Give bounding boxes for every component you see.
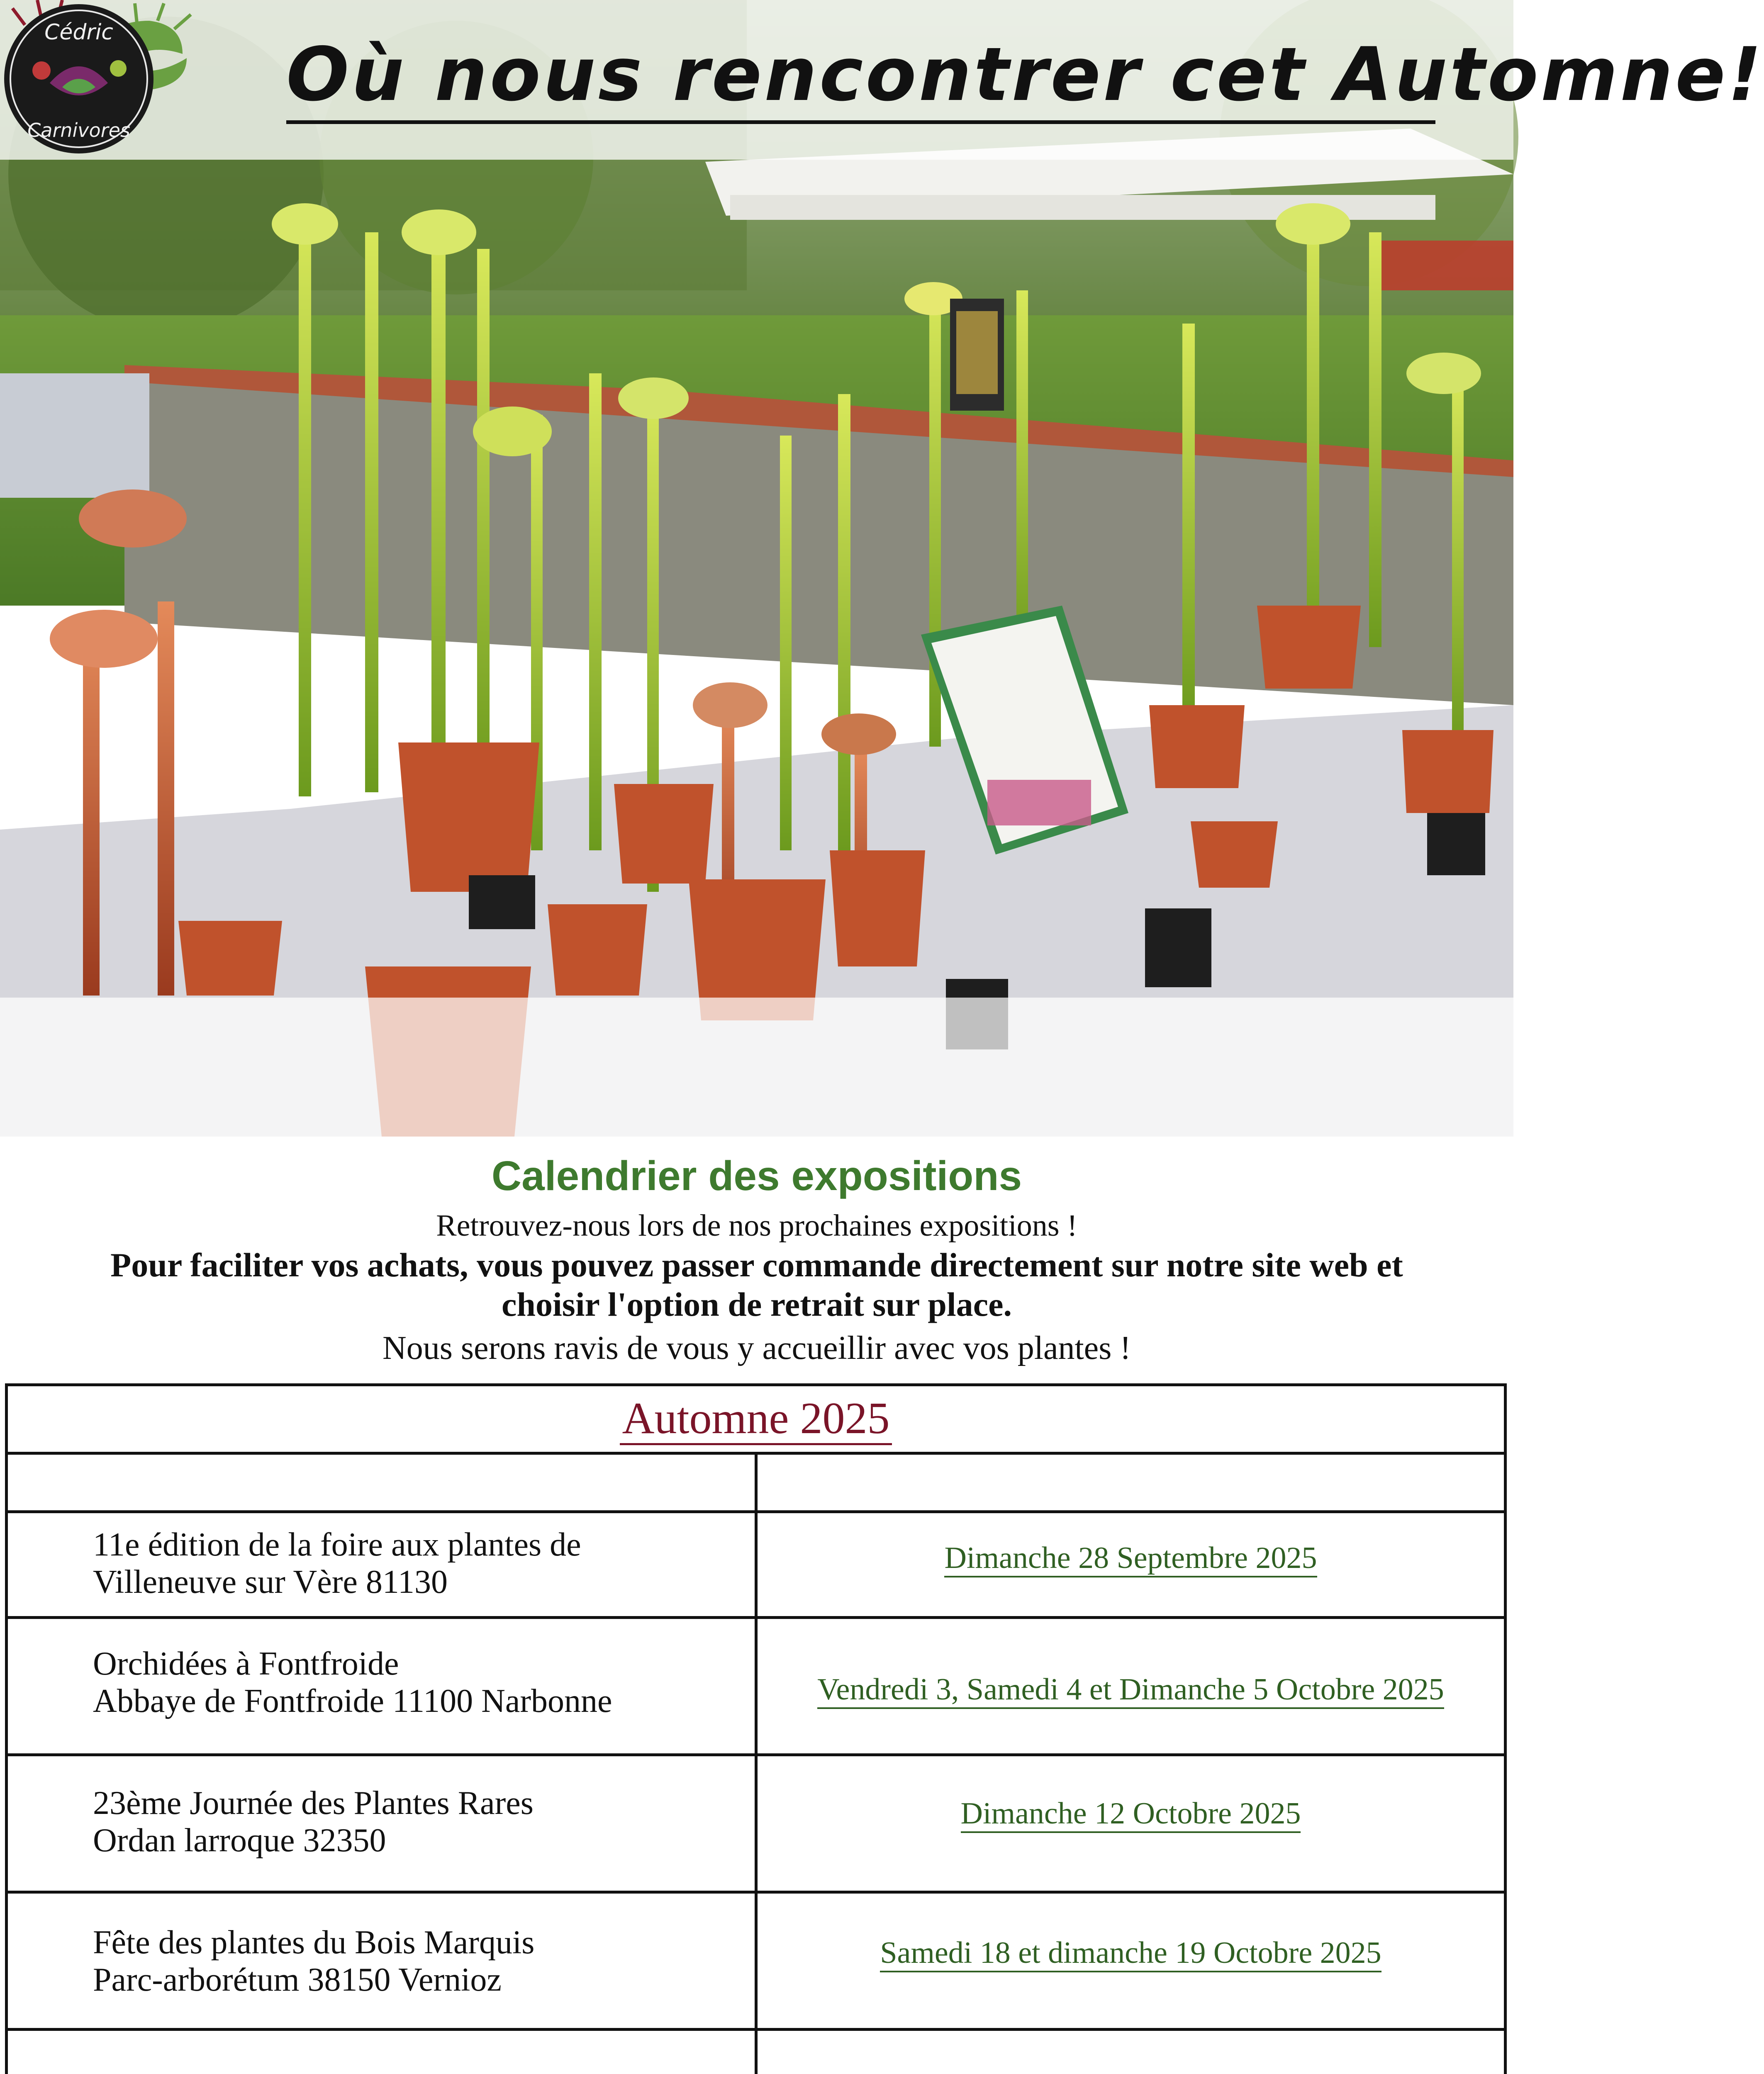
event-place-line1: Orchidées à Fontfroide	[93, 1646, 399, 1682]
event-date[interactable]	[758, 1934, 1504, 1972]
table-row	[8, 1616, 1504, 1756]
event-date-link[interactable]: Dimanche 28 Septembre 2025	[944, 1541, 1317, 1577]
table-header-row	[8, 1452, 1504, 1513]
event-place	[93, 1924, 740, 1999]
event-place	[93, 1645, 740, 1720]
intro-line-3: choisir l'option de retrait sur place.	[502, 1285, 1012, 1323]
event-date[interactable]	[758, 1539, 1504, 1577]
event-date-link[interactable]: Samedi 18 et dimanche 19 Octobre 2025	[880, 1936, 1381, 1972]
event-place-line1: 23ème Journée des Plantes Rares	[93, 1785, 534, 1821]
event-place-line2: Abbaye de Fontfroide 11100 Narbonne	[93, 1683, 612, 1719]
season-row	[8, 1386, 1504, 1455]
table-row	[8, 1891, 1504, 2031]
event-date-link[interactable]: Dimanche 12 Octobre 2025	[961, 1796, 1301, 1833]
event-date[interactable]	[758, 1671, 1504, 1708]
badge-line2: Carnivores	[27, 119, 130, 141]
cedric-carnivores-badge	[0, 0, 158, 158]
intro-line-1: Retrouvez-nous lors de nos prochaines expositions !	[436, 1209, 1077, 1243]
season-title-text: Automne 2025	[620, 1394, 892, 1445]
event-place	[93, 1784, 740, 1859]
page-title: Où nous rencontrer cet Automne!	[286, 32, 1764, 117]
events-table	[5, 1383, 1507, 2074]
title-underline	[286, 120, 1435, 124]
event-place-line2: Ordan larroque 32350	[93, 1822, 386, 1859]
event-place-line2: Parc-arborétum 38150 Vernioz	[93, 1962, 502, 1998]
event-place	[93, 1526, 740, 1601]
season-title	[8, 1394, 1504, 1444]
calendar-heading: Calendrier des expositions	[491, 1153, 1022, 1199]
table-row	[8, 1510, 1504, 1619]
event-place-line1: Fête des plantes du Bois Marquis	[93, 1924, 535, 1961]
table-empty-row	[8, 2028, 1504, 2074]
table-row	[8, 1753, 1504, 1894]
event-date[interactable]	[758, 1795, 1504, 1832]
badge-line1: Cédric	[44, 20, 113, 45]
photo-fade-band	[0, 998, 1513, 1137]
event-place-line2: Villeneuve sur Vère 81130	[93, 1564, 448, 1600]
intro-line-4: Nous serons ravis de vous y accueillir avec vos plantes !	[383, 1330, 1131, 1366]
event-place-line1: 11e édition de la foire aux plantes de	[93, 1526, 581, 1563]
event-date-link[interactable]: Vendredi 3, Samedi 4 et Dimanche 5 Octobre 2025	[817, 1672, 1444, 1709]
intro-line-2: Pour faciliter vos achats, vous pouvez passer commande directement sur notre site web et	[110, 1246, 1403, 1284]
